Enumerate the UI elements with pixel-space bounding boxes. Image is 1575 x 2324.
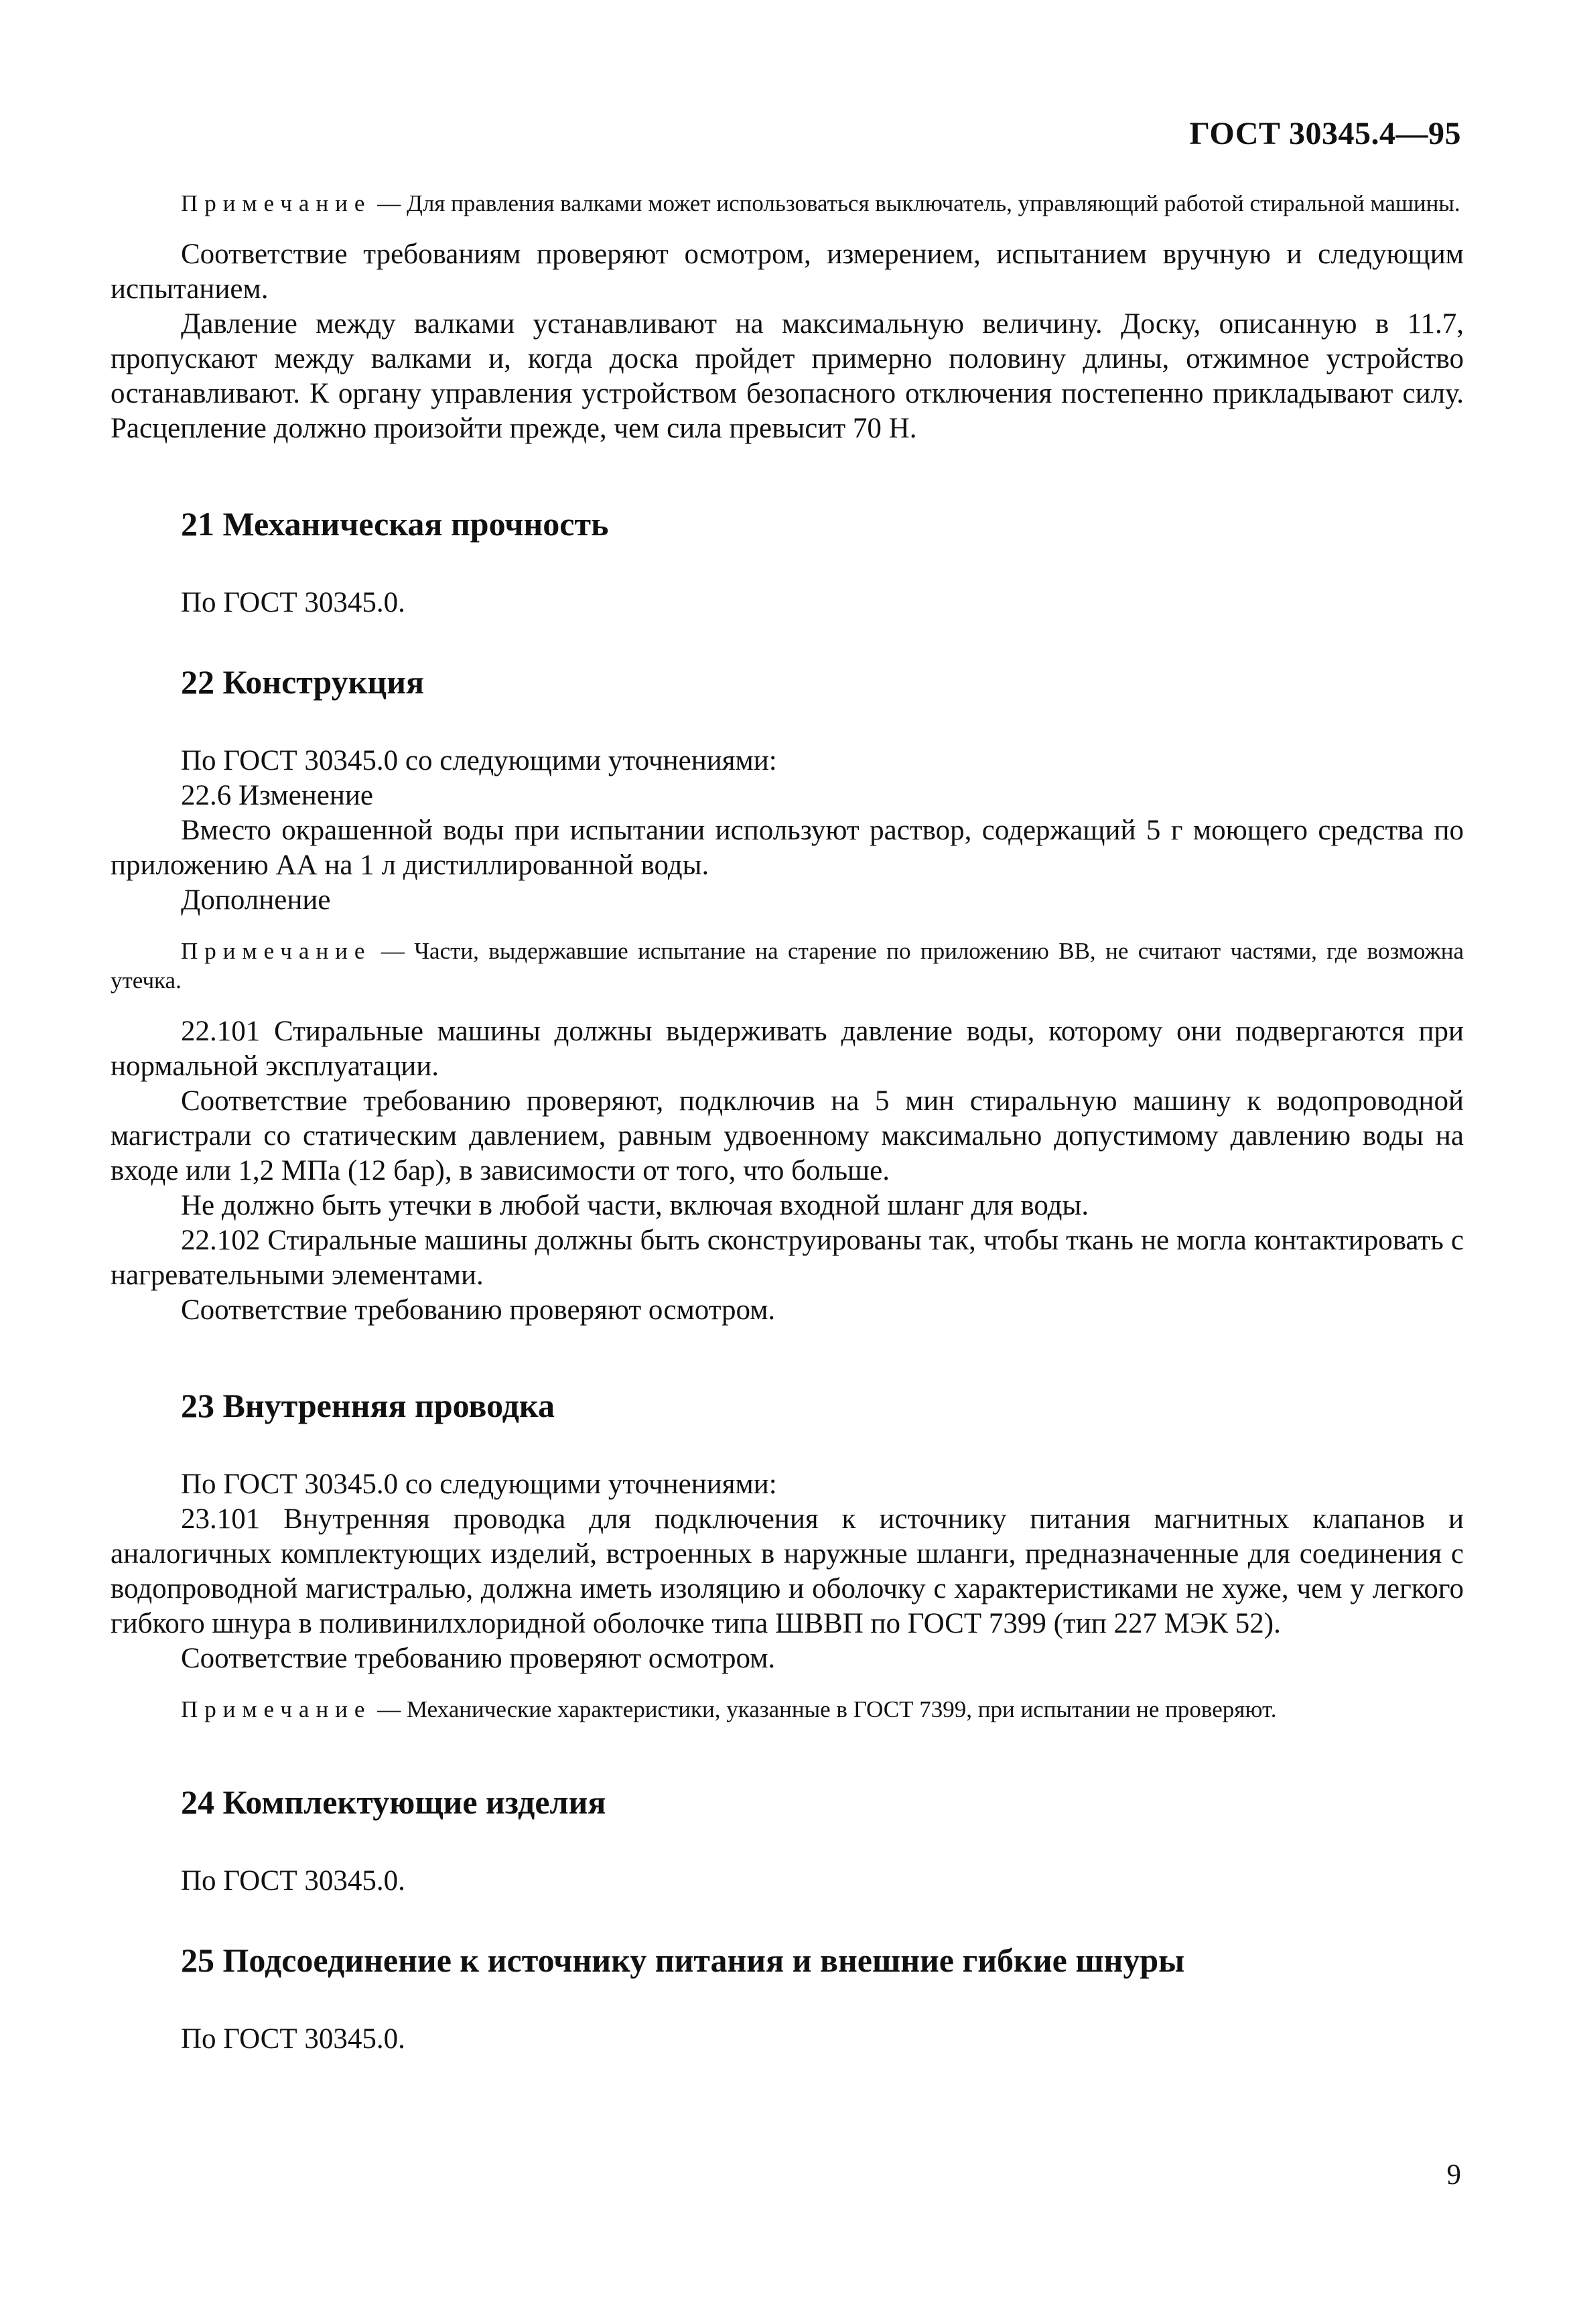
paragraph: Давление между валками устанавливают на максимальную величину. Доску, описанную в 11.7, пропускают между валками и, когда доска пройдет примерно половину длины, отжимное устройство останавливают. К органу управления устройством безопасного отключения постепенно прикладывают силу. Расцепление должно произойти прежде, чем сила превысит 70 Н. (111, 308, 1464, 444)
paragraph: По ГОСТ 30345.0. (181, 1865, 405, 1897)
paragraph: По ГОСТ 30345.0. (181, 2023, 405, 2055)
document-body (111, 189, 1464, 2057)
paragraph: Соответствие требованию проверяют, подключив на 5 мин стиральную машину к водопроводной магистрали со статическим давлением, равным удвоенному максимально допустимому давлению воды на входе или 1,2 МПа (12 бар), в зависимости от того, что больше. (111, 1085, 1464, 1186)
paragraph: 22.101 Стиральные машины должны выдерживать давление воды, которому они подвергаются при нормальной эксплуатации. (111, 1016, 1464, 1082)
paragraph: По ГОСТ 30345.0. (181, 587, 405, 618)
paragraph: Не должно быть утечки в любой части, включая входной шланг для воды. (181, 1190, 1089, 1221)
section-heading-22: 22 Конструкция (181, 663, 425, 701)
page-number: 9 (1446, 2159, 1461, 2191)
paragraph: Соответствие требованию проверяют осмотром. (181, 1643, 776, 1674)
paragraph: По ГОСТ 30345.0 со следующими уточнениями: (181, 1468, 777, 1500)
note-paragraph (111, 1695, 1464, 1724)
note-label: Примечание (181, 1696, 372, 1722)
section-heading-24: 24 Комплектующие изделия (181, 1783, 606, 1821)
paragraph: 22.102 Стиральные машины должны быть сконструированы так, чтобы ткань не могла контактировать с нагревательными элементами. (111, 1225, 1464, 1291)
paragraph: Соответствие требованию проверяют осмотром. (181, 1294, 776, 1326)
paragraph: По ГОСТ 30345.0 со следующими уточнениями: (181, 745, 777, 776)
paragraph: Вместо окрашенной воды при испытании используют раствор, содержащий 5 г моющего средства по приложению АА на 1 л дистиллированной воды. (111, 815, 1464, 881)
section-heading-25: 25 Подсоединение к источнику питания и внешние гибкие шнуры (181, 1941, 1185, 1979)
document-id-header: ГОСТ 30345.4—95 (1189, 116, 1461, 151)
paragraph: Соответствие требованиям проверяют осмотром, измерением, испытанием вручную и следующим испытанием. (111, 238, 1464, 305)
section-heading-23: 23 Внутренняя проводка (181, 1387, 555, 1424)
section-heading-21: 21 Механическая прочность (181, 505, 609, 543)
note-text: — Механические характеристики, указанные в ГОСТ 7399, при испытании не проверяют. (371, 1696, 1277, 1722)
paragraph: 23.101 Внутренняя проводка для подключения к источнику питания магнитных клапанов и аналогичных комплектующих изделий, встроенных в наружные шланги, предназначенные для соединения с водопроводной магистралью, должна иметь изоляцию и оболочку с характеристиками не хуже, чем у легкого гибкого шнура в поливинилхлоридной оболочке типа ШВВП по ГОСТ 7399 (тип 227 МЭК 52). (111, 1503, 1464, 1639)
note-label: Примечание (181, 938, 372, 964)
paragraph: Дополнение (181, 884, 331, 916)
note-text: — Для правления валками может использоваться выключатель, управляющий работой стиральной машины. (371, 190, 1460, 216)
note-text: — Части, выдержавшие испытание на старение по приложению ВВ, не считают частями, где возможна утечка. (111, 938, 1464, 994)
note-paragraph (111, 189, 1464, 218)
note-paragraph (111, 937, 1464, 996)
note-label: Примечание (181, 190, 372, 216)
paragraph: 22.6 Изменение (181, 780, 373, 811)
